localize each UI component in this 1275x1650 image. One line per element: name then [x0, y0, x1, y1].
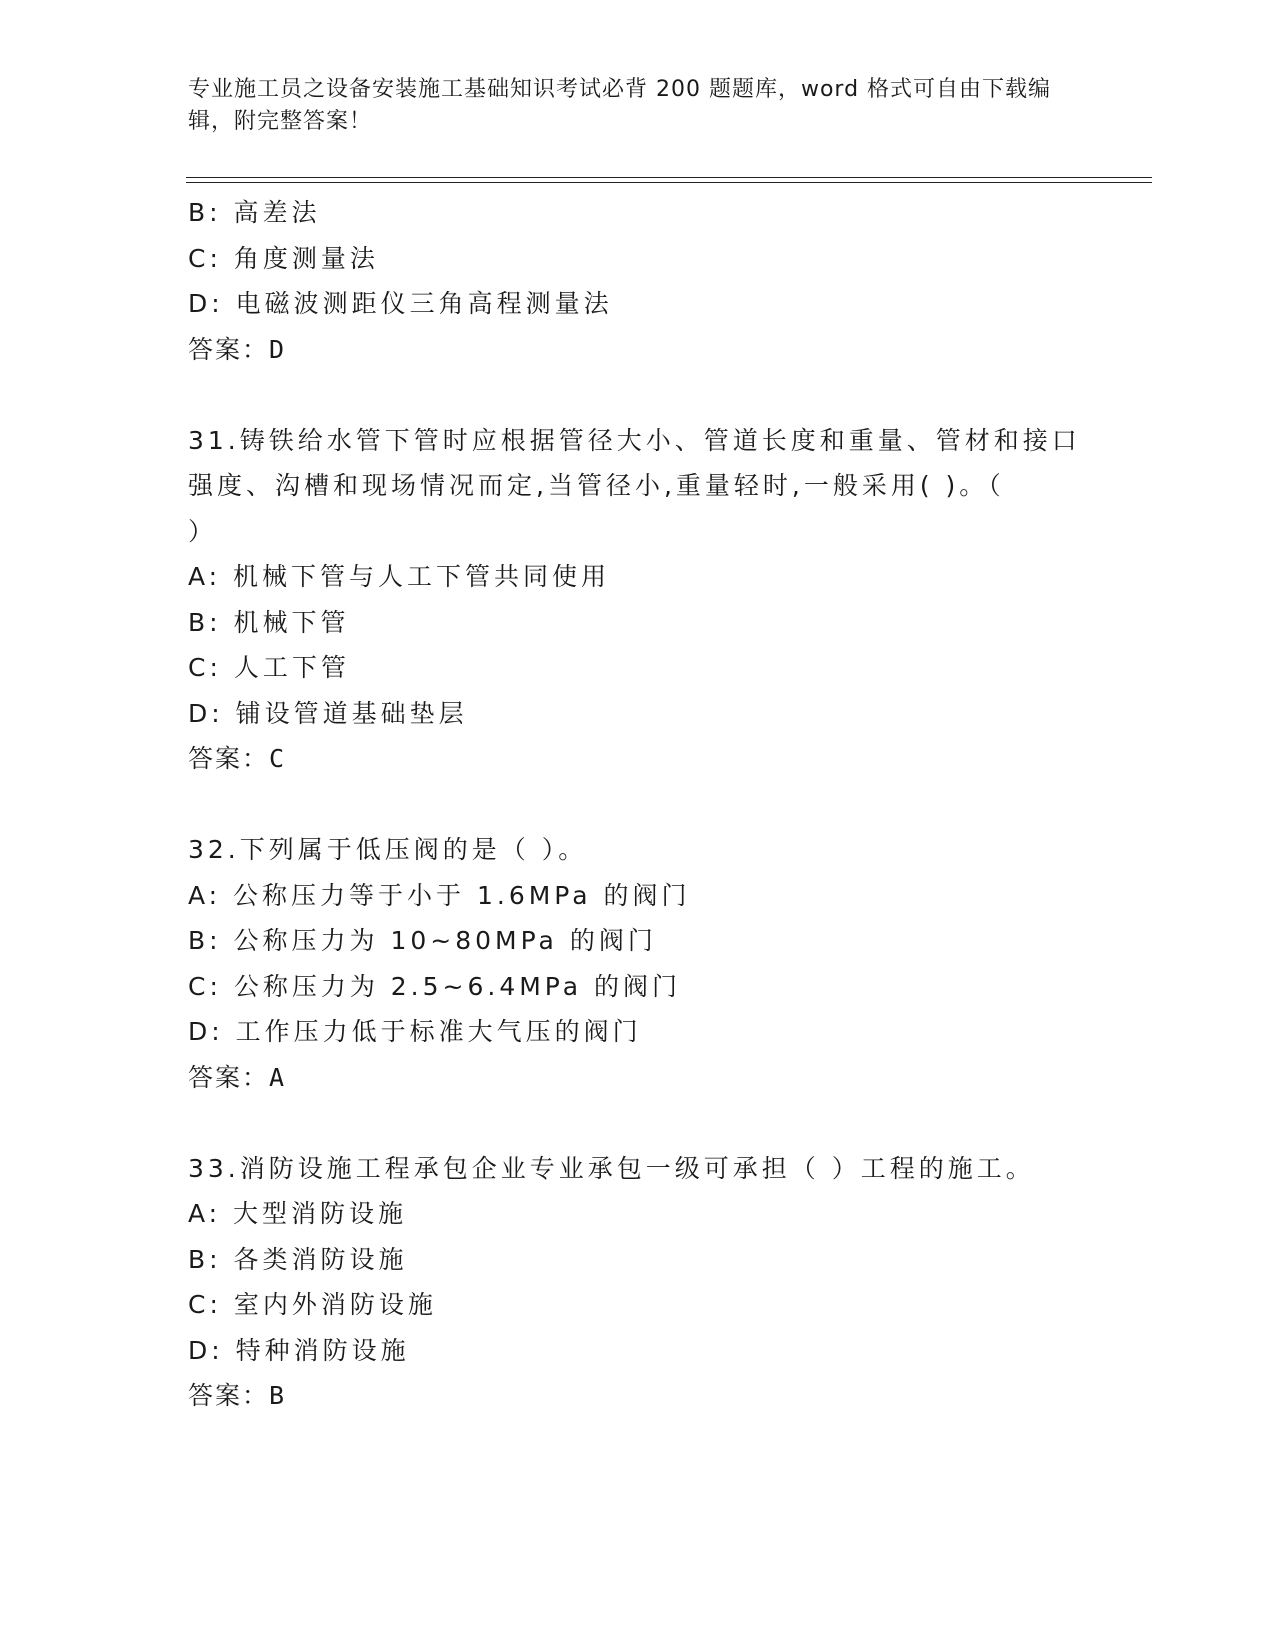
- option-b: B: 公称压力为 10~80MPa 的阀门: [188, 926, 657, 955]
- question-33: [188, 1146, 1088, 1419]
- question-32: [188, 827, 1088, 1100]
- option-d: D: 电磁波测距仪三角高程测量法: [188, 289, 613, 318]
- answer-label: 答案：: [188, 1062, 270, 1092]
- question-list: [188, 190, 1088, 1419]
- question-answer: [188, 736, 1088, 782]
- answer-value: A: [269, 1062, 287, 1092]
- option-c: C: 人工下管: [188, 653, 350, 682]
- option-d: D: 铺设管道基础垫层: [188, 698, 468, 728]
- question-stem-line: ）: [188, 516, 218, 546]
- spacer: [188, 372, 1088, 418]
- spacer: [188, 782, 1088, 828]
- answer-label: 答案：: [188, 744, 270, 773]
- question-stem-line: 32.下列属于低压阀的是（ ）。: [188, 835, 588, 864]
- question-answer: [188, 1055, 1088, 1101]
- page-header: 专业施工员之设备安装施工基础知识考试必背 200 题题库，word 格式可自由下载编辑，附完整答案！: [188, 77, 1052, 134]
- option-c: C: 公称压力为 2.5~6.4MPa 的阀门: [188, 971, 682, 1001]
- option-a: A: 大型消防设施: [188, 1199, 408, 1228]
- answer-label: 答案：: [188, 1381, 270, 1410]
- question-stem-line: 31.铸铁给水管下管时应根据管径大小、管道长度和重量、管材和接口: [188, 425, 1081, 455]
- option-c: C: 室内外消防设施: [188, 1290, 437, 1319]
- answer-value: B: [269, 1381, 287, 1410]
- prev-question-options: [188, 190, 1088, 327]
- question-stem-line: 33.消防设施工程承包企业专业承包一级可承担（ ）工程的施工。: [188, 1153, 1035, 1183]
- question-stem-line: 强度、沟槽和现场情况而定,当管径小,重量轻时,一般采用( )。（: [188, 471, 1005, 500]
- spacer: [188, 1100, 1088, 1146]
- header-divider-bottom: [186, 182, 1152, 183]
- header-divider-top: [186, 177, 1152, 178]
- prev-question-answer: [188, 327, 1088, 373]
- option-c: C: 角度测量法: [188, 243, 379, 273]
- option-b: B: 机械下管: [188, 607, 350, 637]
- answer-value: D: [269, 334, 287, 364]
- option-d: D: 特种消防设施: [188, 1335, 410, 1365]
- option-a: A: 机械下管与人工下管共同使用: [188, 562, 611, 591]
- option-a: A: 公称压力等于小于 1.6MPa 的阀门: [188, 880, 691, 910]
- option-b: B: 各类消防设施: [188, 1244, 408, 1274]
- option-d: D: 工作压力低于标准大气压的阀门: [188, 1017, 642, 1046]
- option-b: B: 高差法: [188, 198, 321, 227]
- answer-label: 答案：: [188, 334, 270, 364]
- answer-value: C: [269, 744, 287, 773]
- question-answer: [188, 1373, 1088, 1419]
- question-31: [188, 418, 1088, 782]
